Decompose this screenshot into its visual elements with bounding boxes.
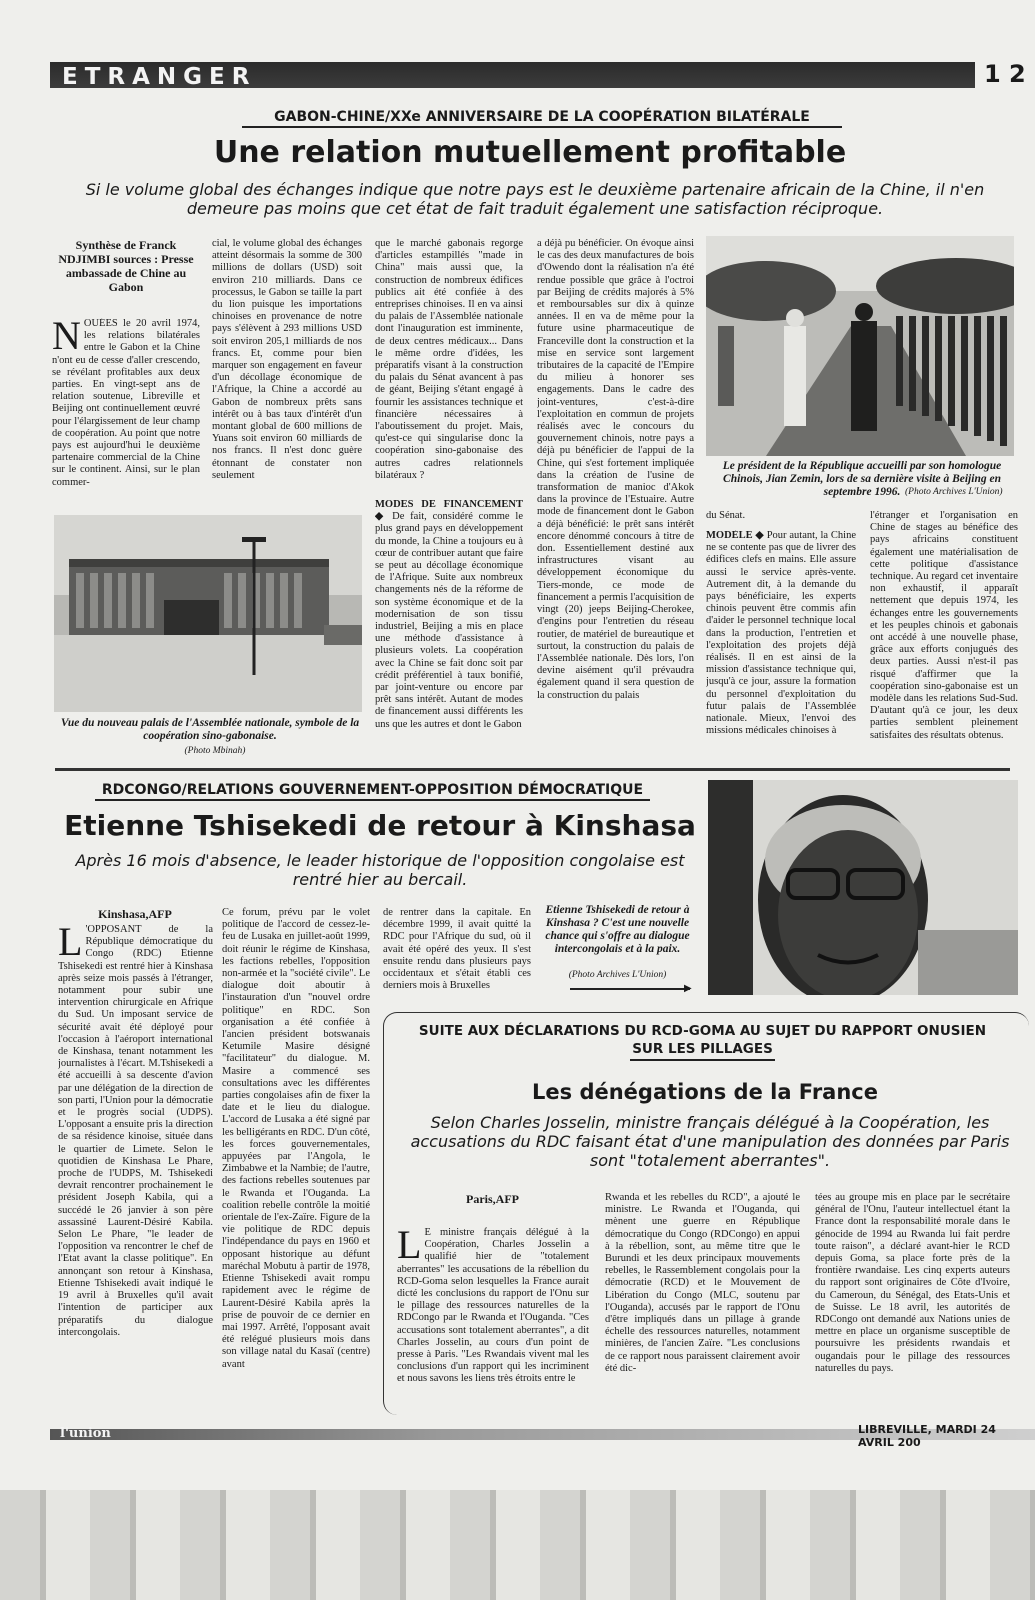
article1-kicker: GABON-CHINE/XXe ANNIVERSAIRE DE LA COOPÉRATION BILATÉRALE <box>242 108 842 128</box>
section-divider <box>55 768 1010 771</box>
page-number: 1 2 <box>984 60 1026 88</box>
article1-byline: Synthèse de Franck NDJIMBI sources : Presse ambassade de Chine au Gabon <box>58 238 194 294</box>
article3-kicker-line2: SUR LES PILLAGES <box>632 1041 773 1057</box>
article3-col3: tées au groupe mis en place par le secrétaire général de l'Onu, l'auteur intellectuel étant la France dont la responsabilité morale dans le génocide de 1994 au Rwanda lui fait perdre toute raison", a déclaré avant-hier le RCD depuis Goma, sa place forte près de la frontière rwandaise. Les cinq experts auteurs du rapport sont originaires de Côte d'Ivoire, du Cameroun, du Sénégal, des Etats-Unis et de Suisse. Le 18 avril, les autorités de RDCongo ont demandé aux Nations unies de mettre en place un organisme susceptible de poursuivre les présidents rwandais et ougandais pour le pillage des ressources naturelles du pays. <box>815 1192 1010 1374</box>
section-label: ETRANGER <box>62 64 257 90</box>
arrow-head-icon: ▶ <box>684 983 692 994</box>
article1-col6: l'étranger et l'organisation en Chine de stages au bénéfice des pays africains constituent également une matérialisation de cette politique d'assistance technique. Au regard cet inventaire non exhaustif, il apparaît nettement que depuis 1974, les échanges entre les gouvernements et les peuples chinois et gabonais ont accédé à une nouvelle phase, grâce aux efforts conjugués des deux parties. Aussi n'est-il pas risqué d'affirmer que la coopération sino-gabonaise est un modèle dans les relations Sud-Sud. D'autant qu'à ce jour, les deux parties semblent pleinement satisfaites des résultats obtenus. <box>870 510 1018 741</box>
drop-cap: L <box>397 1227 422 1267</box>
article3-lead: Selon Charles Josselin, ministre français délégué à la Coopération, les accusations du RDC faisant état d'une manipulation des données par Paris sont "totalement aberrantes". <box>410 1113 1010 1171</box>
article3-col1-text: E ministre français délégué à la Coopération, Charles Josselin a qualifié hier de "totalement aberrantes" les accusations de la rébellion du RCD-Goma selon lesquelles la France aurait dicté les conclusions du rapport de l'Onu sur le pillage des ressources naturelles de la RDCongo par le Rwanda et l'Ouganda. "Ces accusations sont totalement aberrantes", a dit Charles Josselin, au cours d'un point de presse à Paris. "Les Rwandais vivent mal les conclusions d'un rapport qui les incriminent et nous savons les liens très étroits entre le <box>397 1227 589 1385</box>
article2-col2: Ce forum, prévu par le volet politique de l'accord de cessez-le-feu de Lusaka en juillet-août 1999, doit réunir le régime de Kinshasa, les factions rebelles, l'opposition non-armée et la "société civile". Le dialogue doit aboutir à l'instauration d'un "nouvel ordre politique" en RDC. Son organisation a été confiée à l'ancien président botswanais Ketumile Masire désigné "facilitateur" du dialogue. M. Masire a commencé ses consultations avec les différentes parties congolaises afin de fixer la date et le lieu du dialogue. L'accord de Lusaka a été signé par les belligérants en RDC. D'un côté, les forces gouvernementales, appuyées par l'Angola, le Zimbabwe et la Nambie; de l'autre, des factions rebelles soutenues par le Rwanda et l'Ouganda. La coalition rebelle contrôle la moitié orientale de l'ex-Zaïre. Figure de la vie politique de RDC depuis l'indépendance du pays en 1960 et opposant historique au défunt maréchal Mobutu à partir de 1978, Etienne Tshisekedi avait rompu rapidement avec le régime de Laurent-Désiré Kabila après la prise de pouvoir de ce dernier en mai 1997. Arrêté, l'opposant avait été relégué plusieurs mois dans son village natal du Kasaï (centre) avant <box>222 907 370 1370</box>
assembly-palace-illustration <box>54 515 362 712</box>
article3-headline: Les dénégations de la France <box>532 1080 878 1104</box>
article1-col4: a déjà pu bénéficier. On évoque ainsi le cas des deux manufactures de bois d'Owendo dont la réalisation n'a été rendue possible que grâce à l'octroi par Beijing de crédits majorés à 5% et remboursables sur dix à quinze années. Il en va de même pour la future usine pharmaceutique de Franceville dont la construction et la mise en service sont largement tributaires de la capacité de l'Empire du milieu à honorer ses engagements. Dans le cadre des joint-ventures, c'est-à-dire l'exploitation en commun de projets réalisés avec le concours du gouvernement chinois, notre pays a déjà pu bénéficier de l'appui de la Chine, qui s'est fortement impliquée dans la création de l'usine de transformation de manioc d'Akok dans la province de l'Estuaire. Autre mode de financement dont le Gabon a déjà bénéficié: le prêt sans intérêt encore dénommé concours à titre de don. Essentiellement destiné aux infrastructures visant au développement économique du Tiers-monde, ce mode de financement a permis l'acquisition de vingt (20) jeeps Beijing-Cherokee, d'engins pour l'entretien du réseau routier, de matériel de bureautique et surtout, la construction du palais de l'Assemblée nationale. Dès lors, l'on devine aisément qu'il prévaudra également quand il sera question de la construction du palais <box>537 238 694 701</box>
masthead-logo: l'union <box>60 1426 111 1441</box>
drop-cap: L <box>58 924 83 964</box>
article2-col1 <box>58 924 213 1414</box>
tshisekedi-caption: Etienne Tshisekedi de retour à Kinshasa ? C'est une nouvelle chance qui s'offre au dialogue intercongolais et à la paix. <box>545 904 690 955</box>
article1-col1-text: OUÉES le 20 avril 1974, les relations bilatérales entre le Gabon et la Chine n'ont eu de cesse d'aller crescendo, se révélant profitables aux deux parties. En vingt-sept ans de relation soutenue, Libreville et Beijing ont continuellement œuvré pour l'élargissement de leur champ de coopération. Au point que notre pays est aujourd'hui le deuxième partenaire commercial de la Chine sur le continent. Ainsi, sur le plan commer- <box>52 318 200 488</box>
photo1-caption: Vue du nouveau palais de l'Assemblée nationale, symbole de la coopération sino-gabonaise. <box>60 717 360 742</box>
kicker-underline <box>630 1059 775 1061</box>
subhead-financement: MODES DE FINANCEMENT ◆ <box>375 499 523 523</box>
article2-col3: de rentrer dans la capitale. En décembre 1999, il avait quitté la RDC pour l'Afrique du sud, où il avait été opéré des yeux. Il s'est ensuite rendu dans plusieurs pays occidentaux et s'était établi ces derniers mois à Bruxelles <box>383 907 531 992</box>
photo1-credit: (Photo Mbinah) <box>184 746 246 756</box>
article1-col2: cial, le volume global des échanges atteint désormais la somme de 300 millions de dollars (USD) soit environ 210 milliards. Dans ce processus, le Gabon se taille la part du lion puisque les importations chinoises en provenance de notre pays s'élèvent à 293 millions USD soit environ 205,1 milliards de nos francs. Et, comme pour bien marquer son engagement en faveur d'un décollage économique de l'Afrique, la Chine a accordé au Gabon de nombreux prêts sans intérêt ou à bas taux d'intérêt d'un montant global de 600 millions de Yuans soit environ 60 milliards de nos francs. Il n'est donc guère étonnant de constater non seulement <box>212 238 362 481</box>
article1-headline: Une relation mutuellement profitable <box>213 135 847 170</box>
photo2-credit: (Photo Archives L'Union) <box>905 487 1003 497</box>
photo2-caption: Le président de la République accueilli par son homologue Chinois, Jian Zemin, lors de sa dernière visite à Beijing en septembre 1996. <box>722 460 1002 498</box>
article1-col3b <box>375 499 523 754</box>
article3-col2: Rwanda et les rebelles du RCD", a ajouté le ministre. Le Rwanda et l'Ouganda, qui mènent une guerre en République démocratique du Congo (RDCongo) en appui à la rébellion, sont, au même titre que le Burundi et les deux principaux mouvements rebelles, le Rassemblement congolais pour la démocratie (RCD) et le Mouvement de Libération du Congo (MLC, soutenu par l'Ouganda), accusés par le rapport de l'Onu d'être impliqués dans un pillage à grande échelle des ressources naturelles, notamment minières, de l'ancien Zaïre. "Les conclusions de ce rapport nous paraissent clairement avoir été dic- <box>605 1192 800 1374</box>
article2-col1-text: 'OPPOSANT de la République démocratique du Congo (RDC) Etienne Tshisekedi est rentré hier à Kinshasa après seize mois passés à l'étranger, notamment pour subir une intervention chirurgicale en Afrique du Sud. Un imposant service de sécurité avait été déployé pour l'occasion à l'aéroport international de Kinshasa, tenant notamment les journalistes à l'écart. M.Tshisekedi a été accueilli à sa descente d'avion par une délégation de la direction de son parti, l'Union pour la démocratie et le progrès social (UDPS). L'opposant a ensuite pris la direction de sa résidence kinoise, située dans le quartier de Limete. Selon le quotidien de Kinshasa Le Phare, proche de l'UDPS, M. Tshisekedi devrait rencontrer prochainement le président Joseph Kabila, qui a succédé le 26 janvier à son père assassiné Laurent-Désiré Kabila. Selon Le Phare, "le leader de l'opposition va rencontrer le chef de l'Etat avant la classe politique". En annonçant son retour à Kinshasa, Etienne Tshisekedi avait indiqué le 19 avril à Bruxelles qu'il avait l'intention de participer aux préparatifs du dialogue intercongolais. <box>58 924 213 1338</box>
state-visit-illustration <box>706 236 1014 456</box>
state-visit-photo <box>706 236 1014 456</box>
drop-cap: N <box>52 318 81 358</box>
caption-arrow <box>570 988 690 990</box>
assembly-palace-photo <box>54 515 362 712</box>
scan-margin <box>0 1490 1035 1600</box>
article3-kicker-line1: SUITE AUX DÉCLARATIONS DU RCD-GOMA AU SUJET DU RAPPORT ONUSIEN <box>418 1023 987 1039</box>
article2-headline: Etienne Tshisekedi de retour à Kinshasa <box>64 809 696 842</box>
article1-lead: Si le volume global des échanges indique que notre pays est le deuxième partenaire africain de la Chine, il n'en demeure pas moins que cet état de fait traduit également une satisfaction réciproque. <box>85 180 985 219</box>
article2-kicker: RDCONGO/RELATIONS GOUVERNEMENT-OPPOSITION DÉMOCRATIQUE <box>95 781 650 801</box>
article2-lead: Après 16 mois d'absence, le leader historique de l'opposition congolaise est rentré hier au bercail. <box>75 851 685 890</box>
article1-col1 <box>52 318 200 508</box>
article2-byline: Kinshasa,AFP <box>98 907 172 921</box>
subhead-modele: MODÈLE ◆ <box>706 530 764 541</box>
dateline: LIBREVILLE, MARDI 24 AVRIL 200 <box>858 1423 996 1449</box>
article3-col1 <box>397 1227 589 1410</box>
article3-byline: Paris,AFP <box>466 1192 519 1206</box>
article1-col5b <box>706 530 856 752</box>
article1-col5b-text: Pour autant, la Chine ne se contente pas que de livrer des édifices clefs en mains. Elle assure aussi le service après-vente. Autrement dit, à la demande du pays bénéficiaire, les experts chinois peuvent être commis afin d'aider le personnel technique local dans la production, l'entretien et l'exploitation des projets déjà réalisés. Il en est ainsi de la mission d'assistance technique qui, jusqu'à ce jour, assure la formation du personnel d'exploitation du futur palais de l'Assemblée nationale. Mieux, l'envoi des missions médicales chinoises à <box>706 530 856 737</box>
article1-col5: du Sénat. <box>706 510 746 521</box>
tshisekedi-portrait <box>708 780 1018 995</box>
tshisekedi-photo <box>708 780 1018 995</box>
article1-col3a: que le marché gabonais regorge d'articles estampillés "made in China" mais aussi que, la construction de nombreux édifices publics ait été confiée à des entreprises chinoises. Il en va ainsi du palais de l'Assemblée nationale dont l'inauguration est imminente, de deux centres médicaux... Dans le même ordre d'idées, les préparatifs visant à la construction du palais du Sénat avancent à pas de géant, Beijing s'étant engagé à fournir les assistances technique et financière nécessaires à l'aboutissement du projet. Mais, qu'est-ce qui singularise donc la coopération sino-gabonaise des autres cadres relationnels bilatéraux ? <box>375 238 523 481</box>
tshisekedi-credit: (Photo Archives L'Union) <box>568 970 667 980</box>
article1-col3b-text: De fait, considéré comme le plus grand pays en développement du monde, la Chine a toujours eu à cœur de contribuer autant que faire se peut au décollage économique de l'Afrique. Suite aux nombreux changements nés de la réforme de son système économique et de la modernisation de son tissu industriel, Beijing a mis en place une méthode d'assistance à plusieurs volets. La coopération avec la Chine se fait donc soit par crédit préférentiel à taux bonifié, par joint-venture ou encore par prêt sans intérêt. Autant de modes de financement aussi différents les uns que les autres et dont le Gabon <box>375 511 523 730</box>
